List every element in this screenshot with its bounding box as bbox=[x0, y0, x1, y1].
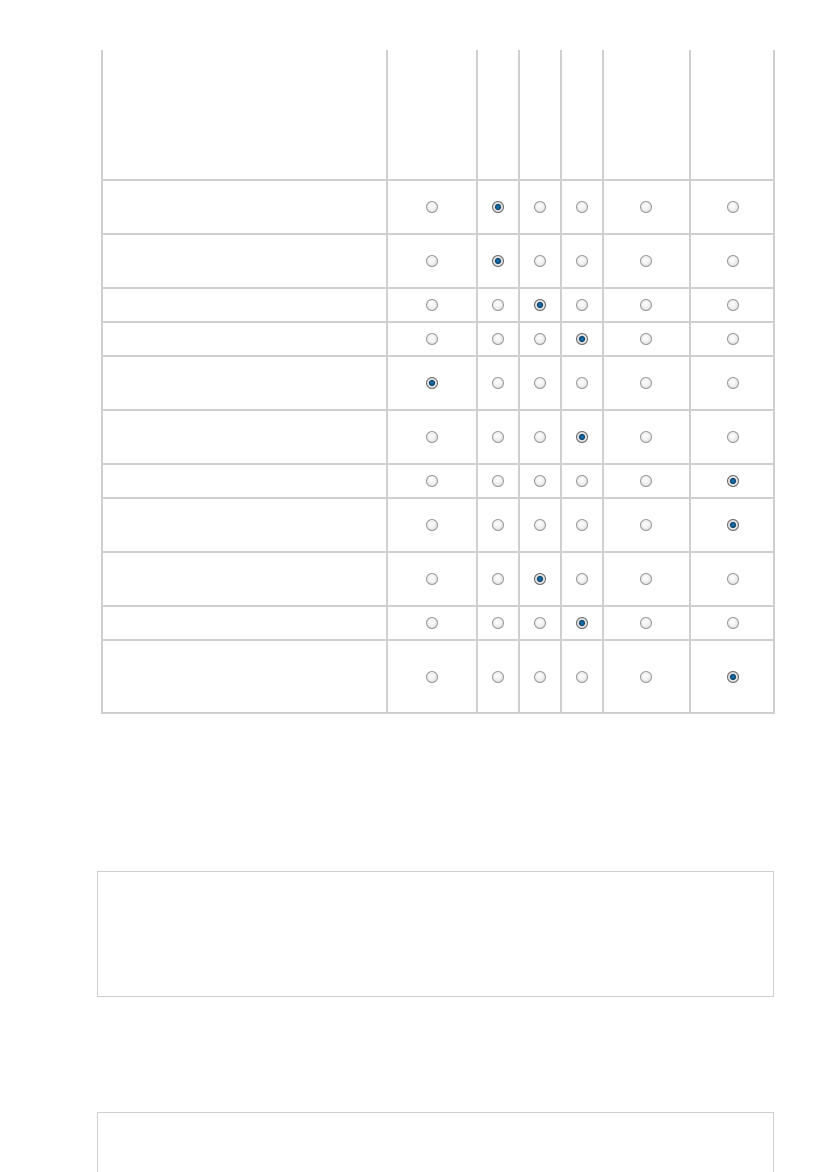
radio-button[interactable] bbox=[534, 617, 546, 629]
matrix-row-label bbox=[101, 463, 386, 497]
matrix-row-label bbox=[101, 497, 386, 551]
radio-button[interactable] bbox=[640, 573, 652, 585]
radio-button[interactable] bbox=[640, 201, 652, 213]
radio-button[interactable] bbox=[640, 299, 652, 311]
matrix-row bbox=[101, 409, 775, 463]
radio-button-selected[interactable] bbox=[727, 671, 739, 683]
matrix-row-label bbox=[101, 321, 386, 355]
radio-button[interactable] bbox=[426, 573, 438, 585]
radio-button-selected[interactable] bbox=[426, 377, 438, 389]
grid-horizontal-line bbox=[101, 712, 775, 714]
radio-button[interactable] bbox=[727, 299, 739, 311]
radio-button[interactable] bbox=[640, 671, 652, 683]
radio-button[interactable] bbox=[576, 201, 588, 213]
radio-button[interactable] bbox=[534, 671, 546, 683]
matrix-row bbox=[101, 497, 775, 551]
radio-button[interactable] bbox=[727, 201, 739, 213]
radio-button[interactable] bbox=[492, 299, 504, 311]
radio-button[interactable] bbox=[426, 201, 438, 213]
radio-button[interactable] bbox=[576, 377, 588, 389]
radio-button[interactable] bbox=[492, 617, 504, 629]
matrix-row bbox=[101, 605, 775, 639]
radio-button[interactable] bbox=[426, 255, 438, 267]
radio-button[interactable] bbox=[640, 617, 652, 629]
matrix-row bbox=[101, 355, 775, 409]
matrix-row-label bbox=[101, 179, 386, 233]
radio-button[interactable] bbox=[426, 333, 438, 345]
radio-button[interactable] bbox=[640, 475, 652, 487]
radio-button[interactable] bbox=[534, 431, 546, 443]
radio-button[interactable] bbox=[640, 333, 652, 345]
radio-button-selected[interactable] bbox=[492, 201, 504, 213]
radio-button[interactable] bbox=[727, 377, 739, 389]
radio-button[interactable] bbox=[727, 255, 739, 267]
radio-button[interactable] bbox=[426, 617, 438, 629]
radio-button[interactable] bbox=[640, 255, 652, 267]
rating-matrix-table bbox=[101, 50, 775, 714]
radio-button-selected[interactable] bbox=[727, 475, 739, 487]
matrix-row-label bbox=[101, 639, 386, 712]
radio-button[interactable] bbox=[426, 475, 438, 487]
radio-button-selected[interactable] bbox=[576, 333, 588, 345]
radio-button-selected[interactable] bbox=[576, 617, 588, 629]
radio-button[interactable] bbox=[727, 617, 739, 629]
radio-button[interactable] bbox=[576, 255, 588, 267]
radio-button-selected[interactable] bbox=[534, 573, 546, 585]
radio-button[interactable] bbox=[492, 475, 504, 487]
radio-button[interactable] bbox=[640, 377, 652, 389]
matrix-row bbox=[101, 551, 775, 605]
radio-button[interactable] bbox=[727, 573, 739, 585]
radio-button[interactable] bbox=[426, 519, 438, 531]
radio-button-selected[interactable] bbox=[492, 255, 504, 267]
radio-button[interactable] bbox=[492, 573, 504, 585]
radio-button[interactable] bbox=[640, 431, 652, 443]
radio-button[interactable] bbox=[727, 333, 739, 345]
radio-button[interactable] bbox=[576, 519, 588, 531]
matrix-row-label bbox=[101, 409, 386, 463]
matrix-row bbox=[101, 639, 775, 712]
radio-button[interactable] bbox=[576, 475, 588, 487]
radio-button[interactable] bbox=[534, 255, 546, 267]
radio-button[interactable] bbox=[426, 431, 438, 443]
radio-button[interactable] bbox=[426, 299, 438, 311]
radio-button[interactable] bbox=[534, 519, 546, 531]
matrix-row bbox=[101, 179, 775, 233]
radio-button[interactable] bbox=[534, 377, 546, 389]
radio-button-selected[interactable] bbox=[534, 299, 546, 311]
matrix-row-label bbox=[101, 355, 386, 409]
matrix-row-label bbox=[101, 233, 386, 287]
radio-button[interactable] bbox=[576, 573, 588, 585]
radio-button[interactable] bbox=[534, 201, 546, 213]
matrix-row bbox=[101, 233, 775, 287]
radio-button[interactable] bbox=[576, 671, 588, 683]
radio-button[interactable] bbox=[727, 431, 739, 443]
radio-button[interactable] bbox=[426, 671, 438, 683]
matrix-row-label bbox=[101, 287, 386, 321]
matrix-row-label bbox=[101, 551, 386, 605]
matrix-row bbox=[101, 287, 775, 321]
radio-button[interactable] bbox=[534, 333, 546, 345]
radio-button[interactable] bbox=[640, 519, 652, 531]
matrix-row bbox=[101, 321, 775, 355]
matrix-row bbox=[101, 463, 775, 497]
radio-button[interactable] bbox=[576, 299, 588, 311]
radio-button[interactable] bbox=[492, 519, 504, 531]
radio-button[interactable] bbox=[492, 333, 504, 345]
radio-button-selected[interactable] bbox=[727, 519, 739, 531]
radio-button[interactable] bbox=[534, 475, 546, 487]
radio-button[interactable] bbox=[492, 671, 504, 683]
radio-button[interactable] bbox=[492, 431, 504, 443]
radio-button-selected[interactable] bbox=[576, 431, 588, 443]
comment-textarea[interactable] bbox=[97, 871, 774, 997]
radio-button[interactable] bbox=[492, 377, 504, 389]
matrix-row-label bbox=[101, 605, 386, 639]
next-section-box bbox=[97, 1112, 774, 1172]
